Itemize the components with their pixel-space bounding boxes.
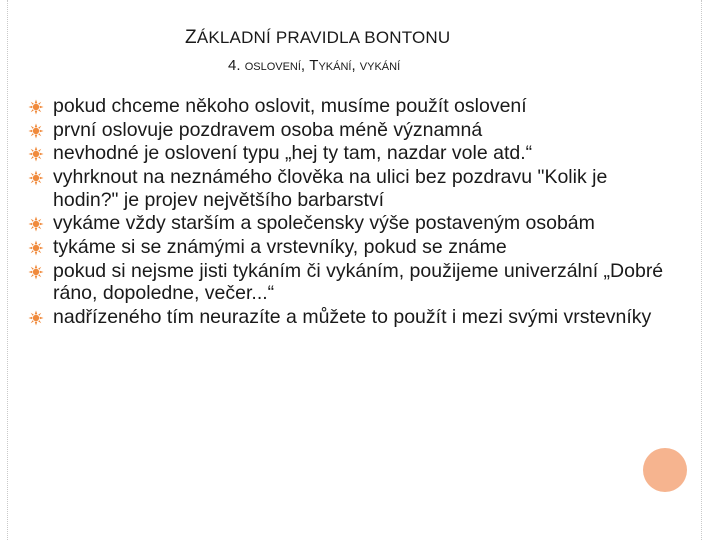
sun-bullet-icon (28, 98, 44, 114)
title-first-letter: Z (185, 27, 197, 48)
bullet-text: první oslovuje pozdravem osoba méně významná (53, 118, 483, 141)
bullet-item (28, 236, 678, 259)
title-rest: ÁKLADNÍ PRAVIDLA BONTONU (196, 28, 451, 47)
subtitle-prefix: 4. (228, 57, 245, 74)
bullet-item (28, 306, 678, 329)
bullet-text: pokud si nejsme jisti tykáním či vykáním, použijeme univerzální „Dobré ráno, dopoledne, večer...“ (53, 259, 664, 305)
bullet-item (28, 166, 678, 211)
bullet-item (28, 212, 678, 235)
sun-bullet-icon (28, 122, 44, 138)
left-dotted-rule (7, 0, 8, 540)
bullet-item (28, 260, 678, 305)
subtitle-part1: oslovení, (244, 57, 310, 74)
bullet-text: vyhrknout na neznámého člověka na ulici bez pozdravu "Kolik je hodin?" je projev největšího barbarství (53, 166, 608, 211)
sun-bullet-icon (28, 263, 44, 279)
bullet-item (28, 142, 678, 165)
bullet-list (28, 95, 678, 330)
bullet-text: nadřízeného tím neurazíte a můžete to použít i mezi svými vrstevníky (53, 305, 652, 328)
decorative-circle (643, 448, 687, 492)
slide-title (185, 27, 450, 49)
sun-bullet-icon (28, 239, 44, 255)
sun-bullet-icon (28, 145, 44, 161)
sun-bullet-icon (28, 215, 44, 231)
bullet-text: tykáme si se známými a vrstevníky, pokud se známe (53, 235, 507, 258)
bullet-text: nevhodné je oslovení typu „hej ty tam, nazdar vole atd.“ (53, 142, 533, 165)
subtitle-part2-first: T (309, 57, 319, 74)
slide-subtitle (228, 57, 400, 74)
bullet-item (28, 119, 678, 142)
bullet-text: pokud chceme někoho oslovit, musíme použít oslovení (53, 95, 527, 117)
subtitle-part2-rest: ykání, vykání (318, 57, 401, 74)
bullet-item (28, 95, 678, 118)
bullet-text: vykáme vždy starším a společensky výše postaveným osobám (53, 212, 595, 235)
right-dotted-rule (701, 0, 702, 540)
sun-bullet-icon (28, 169, 44, 185)
sun-bullet-icon (28, 309, 44, 325)
